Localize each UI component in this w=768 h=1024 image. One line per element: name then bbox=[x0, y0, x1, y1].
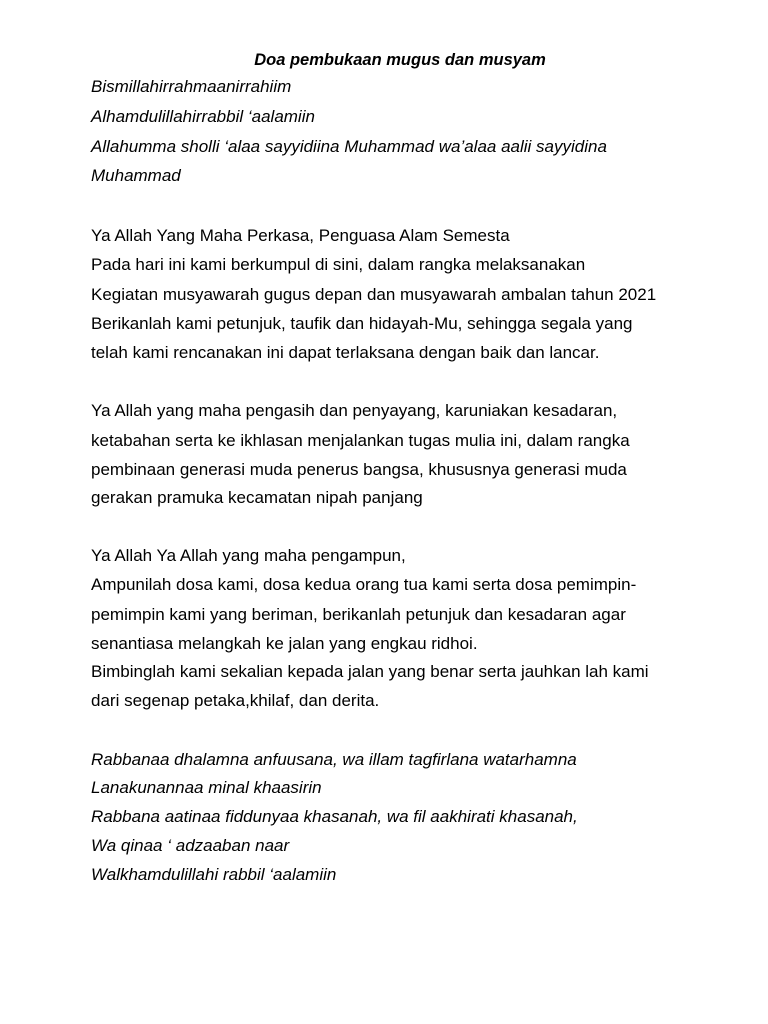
paragraph-3-line: senantiasa melangkah ke jalan yang engkau ridhoi. bbox=[91, 634, 478, 653]
paragraph-3-line: pemimpin kami yang beriman, berikanlah petunjuk dan kesadaran agar bbox=[91, 605, 626, 624]
paragraph-3-line: Ya Allah Ya Allah yang maha pengampun, bbox=[91, 546, 406, 565]
paragraph-1-line: Ya Allah Yang Maha Perkasa, Penguasa Alam Semesta bbox=[91, 226, 510, 245]
closing-line: Lanakunannaa minal khaasirin bbox=[91, 778, 322, 797]
closing-line: Rabbanaa dhalamna anfuusana, wa illam tagfirlana watarhamna bbox=[91, 750, 577, 769]
paragraph-2-line: gerakan pramuka kecamatan nipah panjang bbox=[91, 488, 423, 507]
document-title: Doa pembukaan mugus dan musyam bbox=[254, 51, 546, 69]
paragraph-1-line: Pada hari ini kami berkumpul di sini, dalam rangka melaksanakan bbox=[91, 255, 586, 274]
paragraph-1-line: telah kami rencanakan ini dapat terlaksana dengan baik dan lancar. bbox=[91, 343, 600, 362]
paragraph-3-line: dari segenap petaka,khilaf, dan derita. bbox=[91, 691, 380, 710]
opening-line: Muhammad bbox=[91, 166, 181, 185]
paragraph-1-line: Kegiatan musyawarah gugus depan dan musyawarah ambalan tahun 2021 bbox=[91, 285, 657, 304]
paragraph-2-line: ketabahan serta ke ikhlasan menjalankan tugas mulia ini, dalam rangka bbox=[91, 431, 630, 450]
opening-line: Bismillahirrahmaanirrahiim bbox=[91, 77, 292, 96]
paragraph-1-line: Berikanlah kami petunjuk, taufik dan hidayah-Mu, sehingga segala yang bbox=[91, 314, 633, 333]
opening-line: Allahumma sholli ‘alaa sayyidiina Muhammad wa’alaa aalii sayyidina bbox=[91, 137, 607, 156]
paragraph-2-line: pembinaan generasi muda penerus bangsa, khususnya generasi muda bbox=[91, 460, 627, 479]
closing-line: Wa qinaa ‘ adzaaban naar bbox=[91, 836, 290, 855]
opening-line: Alhamdulillahirrabbil ‘aalamiin bbox=[91, 107, 315, 126]
closing-line: Rabbana aatinaa fiddunyaa khasanah, wa fil aakhirati khasanah, bbox=[91, 807, 578, 826]
closing-line: Walkhamdulillahi rabbil ‘aalamiin bbox=[91, 865, 337, 884]
paragraph-2-line: Ya Allah yang maha pengasih dan penyayang, karuniakan kesadaran, bbox=[91, 401, 618, 420]
paragraph-3-line: Ampunilah dosa kami, dosa kedua orang tua kami serta dosa pemimpin- bbox=[91, 575, 637, 594]
paragraph-3-line: Bimbinglah kami sekalian kepada jalan yang benar serta jauhkan lah kami bbox=[91, 662, 649, 681]
